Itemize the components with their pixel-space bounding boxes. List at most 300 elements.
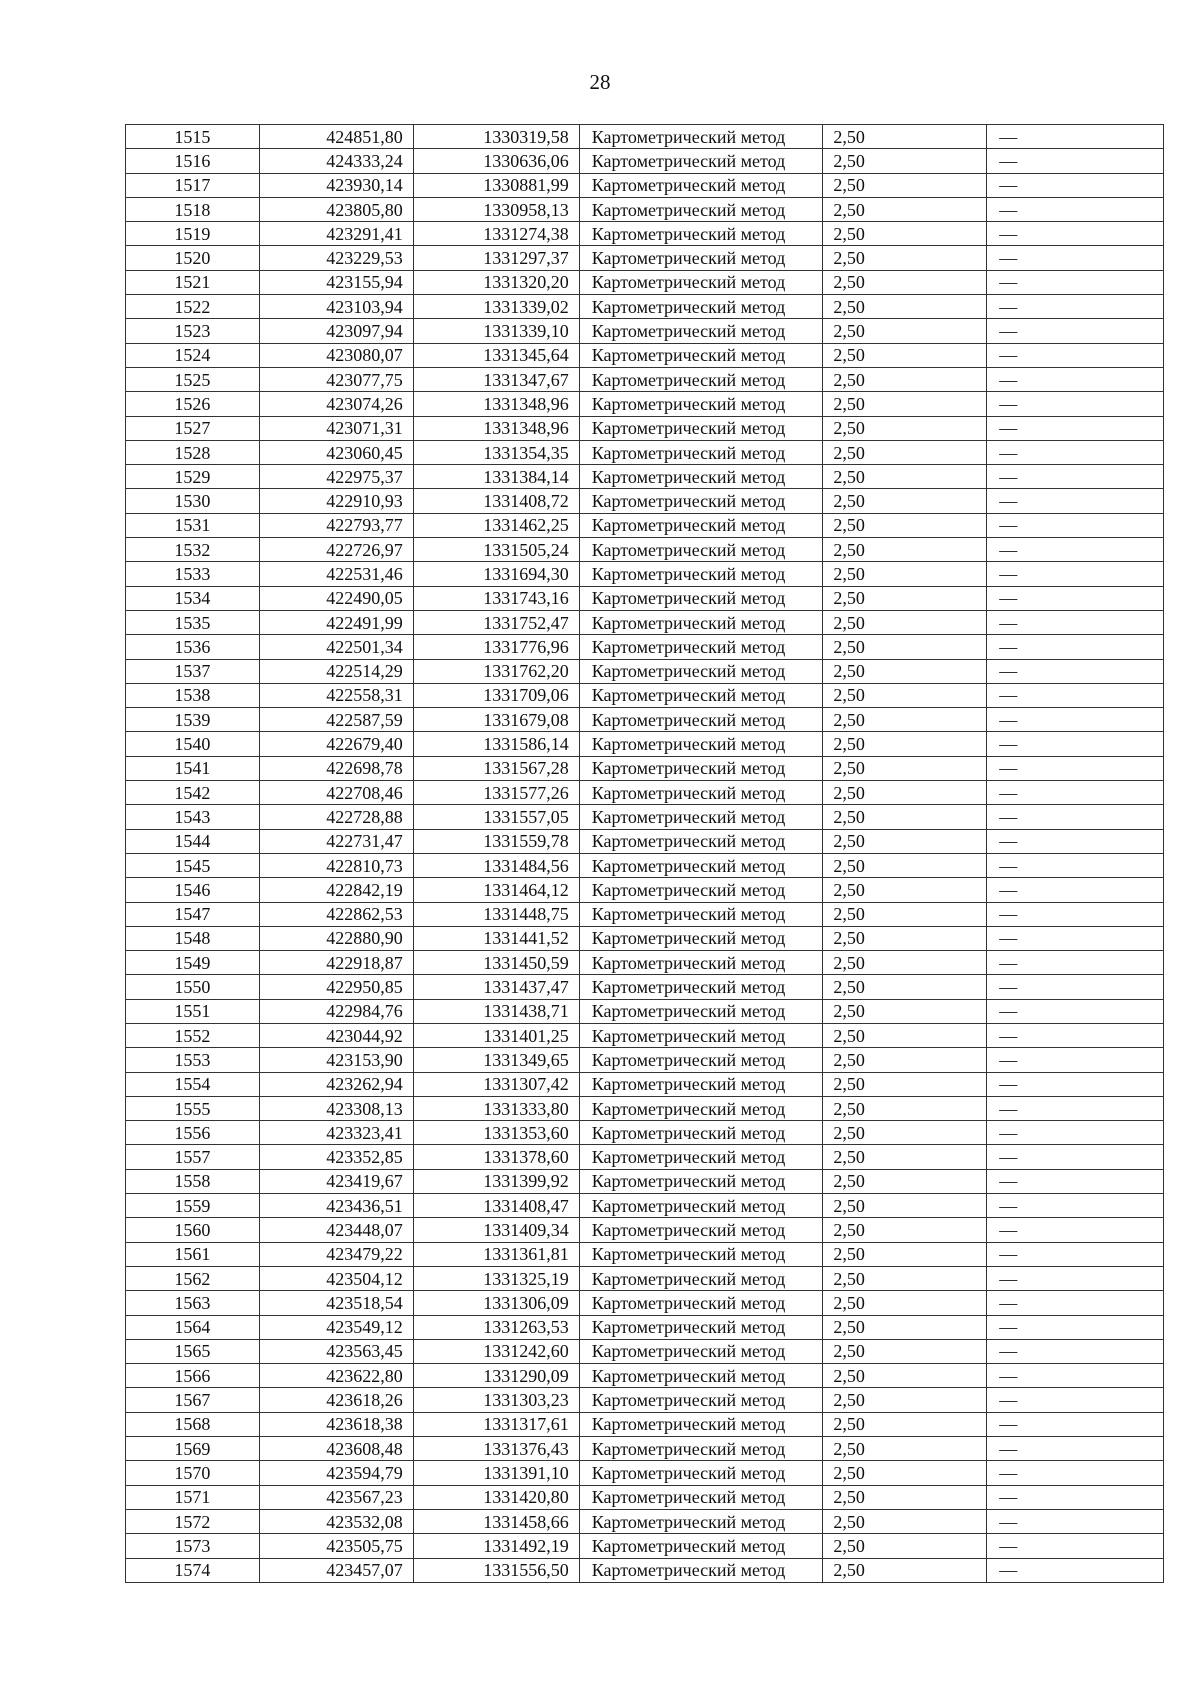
- description-cell: —: [987, 878, 1164, 902]
- method-cell: Картометрический метод: [579, 222, 823, 246]
- table-row: [126, 902, 1164, 926]
- method-cell: Картометрический метод: [579, 829, 823, 853]
- accuracy-cell: 2,50: [823, 246, 987, 270]
- y-coordinate-cell: 1331464,12: [413, 878, 579, 902]
- y-coordinate-cell: 1331384,14: [413, 465, 579, 489]
- accuracy-cell: 2,50: [823, 975, 987, 999]
- point-number-cell: 1553: [126, 1048, 260, 1072]
- method-cell: Картометрический метод: [579, 951, 823, 975]
- point-number-cell: 1570: [126, 1461, 260, 1485]
- point-number-cell: 1516: [126, 149, 260, 173]
- method-cell: Картометрический метод: [579, 367, 823, 391]
- accuracy-cell: 2,50: [823, 513, 987, 537]
- y-coordinate-cell: 1331586,14: [413, 732, 579, 756]
- accuracy-cell: 2,50: [823, 1048, 987, 1072]
- table-row: [126, 416, 1164, 440]
- description-cell: —: [987, 295, 1164, 319]
- description-cell: —: [987, 1388, 1164, 1412]
- accuracy-cell: 2,50: [823, 951, 987, 975]
- accuracy-cell: 2,50: [823, 878, 987, 902]
- method-cell: Картометрический метод: [579, 1437, 823, 1461]
- x-coordinate-cell: 422810,73: [259, 853, 413, 877]
- table-row: [126, 1242, 1164, 1266]
- point-number-cell: 1556: [126, 1121, 260, 1145]
- x-coordinate-cell: 423594,79: [259, 1461, 413, 1485]
- y-coordinate-cell: 1330319,58: [413, 125, 579, 149]
- accuracy-cell: 2,50: [823, 853, 987, 877]
- point-number-cell: 1549: [126, 951, 260, 975]
- description-cell: —: [987, 975, 1164, 999]
- point-number-cell: 1531: [126, 513, 260, 537]
- accuracy-cell: 2,50: [823, 1509, 987, 1533]
- table-row: [126, 1145, 1164, 1169]
- y-coordinate-cell: 1331354,35: [413, 440, 579, 464]
- point-number-cell: 1548: [126, 926, 260, 950]
- y-coordinate-cell: 1331776,96: [413, 635, 579, 659]
- y-coordinate-cell: 1331492,19: [413, 1534, 579, 1558]
- y-coordinate-cell: 1331408,47: [413, 1194, 579, 1218]
- y-coordinate-cell: 1331437,47: [413, 975, 579, 999]
- description-cell: —: [987, 1218, 1164, 1242]
- method-cell: Картометрический метод: [579, 659, 823, 683]
- method-cell: Картометрический метод: [579, 440, 823, 464]
- x-coordinate-cell: 422910,93: [259, 489, 413, 513]
- y-coordinate-cell: 1331556,50: [413, 1558, 579, 1582]
- description-cell: —: [987, 926, 1164, 950]
- point-number-cell: 1555: [126, 1096, 260, 1120]
- accuracy-cell: 2,50: [823, 1437, 987, 1461]
- table-row: [126, 270, 1164, 294]
- x-coordinate-cell: 422728,88: [259, 805, 413, 829]
- description-cell: —: [987, 465, 1164, 489]
- x-coordinate-cell: 423436,51: [259, 1194, 413, 1218]
- accuracy-cell: 2,50: [823, 586, 987, 610]
- y-coordinate-cell: 1331709,06: [413, 683, 579, 707]
- table-row: [126, 1218, 1164, 1242]
- method-cell: Картометрический метод: [579, 1121, 823, 1145]
- y-coordinate-cell: 1331290,09: [413, 1364, 579, 1388]
- description-cell: —: [987, 1072, 1164, 1096]
- y-coordinate-cell: 1331450,59: [413, 951, 579, 975]
- accuracy-cell: 2,50: [823, 659, 987, 683]
- table-row: [126, 246, 1164, 270]
- method-cell: Картометрический метод: [579, 732, 823, 756]
- description-cell: —: [987, 489, 1164, 513]
- method-cell: Картометрический метод: [579, 1388, 823, 1412]
- accuracy-cell: 2,50: [823, 416, 987, 440]
- method-cell: Картометрический метод: [579, 1023, 823, 1047]
- point-number-cell: 1535: [126, 610, 260, 634]
- x-coordinate-cell: 423044,92: [259, 1023, 413, 1047]
- y-coordinate-cell: 1331484,56: [413, 853, 579, 877]
- table-row: [126, 1291, 1164, 1315]
- point-number-cell: 1525: [126, 367, 260, 391]
- accuracy-cell: 2,50: [823, 1145, 987, 1169]
- accuracy-cell: 2,50: [823, 440, 987, 464]
- y-coordinate-cell: 1331399,92: [413, 1169, 579, 1193]
- x-coordinate-cell: 422501,34: [259, 635, 413, 659]
- accuracy-cell: 2,50: [823, 756, 987, 780]
- y-coordinate-cell: 1331320,20: [413, 270, 579, 294]
- point-number-cell: 1574: [126, 1558, 260, 1582]
- accuracy-cell: 2,50: [823, 222, 987, 246]
- point-number-cell: 1565: [126, 1339, 260, 1363]
- x-coordinate-cell: 422862,53: [259, 902, 413, 926]
- accuracy-cell: 2,50: [823, 1266, 987, 1290]
- x-coordinate-cell: 423155,94: [259, 270, 413, 294]
- accuracy-cell: 2,50: [823, 1412, 987, 1436]
- method-cell: Картометрический метод: [579, 926, 823, 950]
- method-cell: Картометрический метод: [579, 562, 823, 586]
- point-number-cell: 1541: [126, 756, 260, 780]
- table-row: [126, 513, 1164, 537]
- method-cell: Картометрический метод: [579, 683, 823, 707]
- method-cell: Картометрический метод: [579, 1194, 823, 1218]
- y-coordinate-cell: 1331752,47: [413, 610, 579, 634]
- x-coordinate-cell: 422793,77: [259, 513, 413, 537]
- description-cell: —: [987, 270, 1164, 294]
- description-cell: —: [987, 683, 1164, 707]
- accuracy-cell: 2,50: [823, 149, 987, 173]
- point-number-cell: 1562: [126, 1266, 260, 1290]
- accuracy-cell: 2,50: [823, 902, 987, 926]
- table-row: [126, 1461, 1164, 1485]
- table-row: [126, 173, 1164, 197]
- point-number-cell: 1522: [126, 295, 260, 319]
- point-number-cell: 1527: [126, 416, 260, 440]
- x-coordinate-cell: 423097,94: [259, 319, 413, 343]
- description-cell: —: [987, 999, 1164, 1023]
- accuracy-cell: 2,50: [823, 781, 987, 805]
- accuracy-cell: 2,50: [823, 635, 987, 659]
- x-coordinate-cell: 422975,37: [259, 465, 413, 489]
- method-cell: Картометрический метод: [579, 781, 823, 805]
- description-cell: —: [987, 1364, 1164, 1388]
- description-cell: —: [987, 1096, 1164, 1120]
- table-row: [126, 878, 1164, 902]
- table-row: [126, 319, 1164, 343]
- description-cell: —: [987, 1437, 1164, 1461]
- table-row: [126, 708, 1164, 732]
- method-cell: Картометрический метод: [579, 319, 823, 343]
- description-cell: —: [987, 1145, 1164, 1169]
- y-coordinate-cell: 1331242,60: [413, 1339, 579, 1363]
- method-cell: Картометрический метод: [579, 465, 823, 489]
- accuracy-cell: 2,50: [823, 1364, 987, 1388]
- description-cell: —: [987, 173, 1164, 197]
- table-row: [126, 975, 1164, 999]
- point-number-cell: 1554: [126, 1072, 260, 1096]
- table-row: [126, 1048, 1164, 1072]
- x-coordinate-cell: 422514,29: [259, 659, 413, 683]
- description-cell: —: [987, 513, 1164, 537]
- accuracy-cell: 2,50: [823, 1315, 987, 1339]
- point-number-cell: 1567: [126, 1388, 260, 1412]
- table-row: [126, 1169, 1164, 1193]
- point-number-cell: 1569: [126, 1437, 260, 1461]
- method-cell: Картометрический метод: [579, 538, 823, 562]
- table-row: [126, 1364, 1164, 1388]
- description-cell: —: [987, 781, 1164, 805]
- x-coordinate-cell: 423504,12: [259, 1266, 413, 1290]
- point-number-cell: 1540: [126, 732, 260, 756]
- table-row: [126, 367, 1164, 391]
- accuracy-cell: 2,50: [823, 999, 987, 1023]
- description-cell: —: [987, 756, 1164, 780]
- coordinates-table-body: [126, 125, 1164, 1583]
- table-row: [126, 489, 1164, 513]
- method-cell: Картометрический метод: [579, 270, 823, 294]
- y-coordinate-cell: 1331297,37: [413, 246, 579, 270]
- table-row: [126, 756, 1164, 780]
- description-cell: —: [987, 708, 1164, 732]
- y-coordinate-cell: 1331559,78: [413, 829, 579, 853]
- x-coordinate-cell: 424851,80: [259, 125, 413, 149]
- accuracy-cell: 2,50: [823, 173, 987, 197]
- accuracy-cell: 2,50: [823, 1388, 987, 1412]
- x-coordinate-cell: 423563,45: [259, 1339, 413, 1363]
- point-number-cell: 1546: [126, 878, 260, 902]
- table-row: [126, 635, 1164, 659]
- accuracy-cell: 2,50: [823, 489, 987, 513]
- x-coordinate-cell: 422587,59: [259, 708, 413, 732]
- y-coordinate-cell: 1331420,80: [413, 1485, 579, 1509]
- description-cell: —: [987, 902, 1164, 926]
- description-cell: —: [987, 610, 1164, 634]
- x-coordinate-cell: 423103,94: [259, 295, 413, 319]
- point-number-cell: 1520: [126, 246, 260, 270]
- y-coordinate-cell: 1331743,16: [413, 586, 579, 610]
- point-number-cell: 1564: [126, 1315, 260, 1339]
- point-number-cell: 1517: [126, 173, 260, 197]
- y-coordinate-cell: 1331325,19: [413, 1266, 579, 1290]
- description-cell: —: [987, 343, 1164, 367]
- x-coordinate-cell: 423549,12: [259, 1315, 413, 1339]
- point-number-cell: 1543: [126, 805, 260, 829]
- y-coordinate-cell: 1331307,42: [413, 1072, 579, 1096]
- description-cell: —: [987, 635, 1164, 659]
- y-coordinate-cell: 1331347,67: [413, 367, 579, 391]
- description-cell: —: [987, 951, 1164, 975]
- method-cell: Картометрический метод: [579, 125, 823, 149]
- point-number-cell: 1526: [126, 392, 260, 416]
- point-number-cell: 1523: [126, 319, 260, 343]
- x-coordinate-cell: 422731,47: [259, 829, 413, 853]
- description-cell: —: [987, 1461, 1164, 1485]
- x-coordinate-cell: 422491,99: [259, 610, 413, 634]
- y-coordinate-cell: 1331348,96: [413, 416, 579, 440]
- description-cell: —: [987, 1048, 1164, 1072]
- table-row: [126, 1558, 1164, 1582]
- point-number-cell: 1542: [126, 781, 260, 805]
- y-coordinate-cell: 1331339,02: [413, 295, 579, 319]
- method-cell: Картометрический метод: [579, 246, 823, 270]
- y-coordinate-cell: 1331557,05: [413, 805, 579, 829]
- table-row: [126, 1412, 1164, 1436]
- y-coordinate-cell: 1331345,64: [413, 343, 579, 367]
- accuracy-cell: 2,50: [823, 683, 987, 707]
- y-coordinate-cell: 1331339,10: [413, 319, 579, 343]
- y-coordinate-cell: 1331333,80: [413, 1096, 579, 1120]
- table-row: [126, 926, 1164, 950]
- method-cell: Картометрический метод: [579, 1461, 823, 1485]
- point-number-cell: 1530: [126, 489, 260, 513]
- table-row: [126, 781, 1164, 805]
- method-cell: Картометрический метод: [579, 999, 823, 1023]
- point-number-cell: 1568: [126, 1412, 260, 1436]
- description-cell: —: [987, 440, 1164, 464]
- point-number-cell: 1559: [126, 1194, 260, 1218]
- accuracy-cell: 2,50: [823, 829, 987, 853]
- accuracy-cell: 2,50: [823, 1218, 987, 1242]
- description-cell: —: [987, 1534, 1164, 1558]
- accuracy-cell: 2,50: [823, 1291, 987, 1315]
- description-cell: —: [987, 805, 1164, 829]
- description-cell: —: [987, 1558, 1164, 1582]
- method-cell: Картометрический метод: [579, 1339, 823, 1363]
- description-cell: —: [987, 659, 1164, 683]
- accuracy-cell: 2,50: [823, 1096, 987, 1120]
- method-cell: Картометрический метод: [579, 1242, 823, 1266]
- y-coordinate-cell: 1330958,13: [413, 197, 579, 221]
- table-row: [126, 392, 1164, 416]
- description-cell: —: [987, 1339, 1164, 1363]
- x-coordinate-cell: 422490,05: [259, 586, 413, 610]
- point-number-cell: 1558: [126, 1169, 260, 1193]
- point-number-cell: 1560: [126, 1218, 260, 1242]
- table-row: [126, 1437, 1164, 1461]
- accuracy-cell: 2,50: [823, 562, 987, 586]
- x-coordinate-cell: 423505,75: [259, 1534, 413, 1558]
- point-number-cell: 1572: [126, 1509, 260, 1533]
- method-cell: Картометрический метод: [579, 1266, 823, 1290]
- y-coordinate-cell: 1331353,60: [413, 1121, 579, 1145]
- table-row: [126, 683, 1164, 707]
- y-coordinate-cell: 1331441,52: [413, 926, 579, 950]
- x-coordinate-cell: 423419,67: [259, 1169, 413, 1193]
- y-coordinate-cell: 1331694,30: [413, 562, 579, 586]
- accuracy-cell: 2,50: [823, 1534, 987, 1558]
- description-cell: —: [987, 732, 1164, 756]
- description-cell: —: [987, 149, 1164, 173]
- x-coordinate-cell: 423074,26: [259, 392, 413, 416]
- description-cell: —: [987, 246, 1164, 270]
- method-cell: Картометрический метод: [579, 1218, 823, 1242]
- point-number-cell: 1550: [126, 975, 260, 999]
- x-coordinate-cell: 423071,31: [259, 416, 413, 440]
- accuracy-cell: 2,50: [823, 1339, 987, 1363]
- table-row: [126, 440, 1164, 464]
- accuracy-cell: 2,50: [823, 270, 987, 294]
- y-coordinate-cell: 1331274,38: [413, 222, 579, 246]
- accuracy-cell: 2,50: [823, 708, 987, 732]
- method-cell: Картометрический метод: [579, 173, 823, 197]
- y-coordinate-cell: 1331679,08: [413, 708, 579, 732]
- method-cell: Картометрический метод: [579, 1145, 823, 1169]
- y-coordinate-cell: 1331361,81: [413, 1242, 579, 1266]
- point-number-cell: 1573: [126, 1534, 260, 1558]
- y-coordinate-cell: 1331391,10: [413, 1461, 579, 1485]
- table-row: [126, 465, 1164, 489]
- accuracy-cell: 2,50: [823, 319, 987, 343]
- method-cell: Картометрический метод: [579, 610, 823, 634]
- accuracy-cell: 2,50: [823, 1485, 987, 1509]
- accuracy-cell: 2,50: [823, 125, 987, 149]
- table-row: [126, 659, 1164, 683]
- method-cell: Картометрический метод: [579, 197, 823, 221]
- method-cell: Картометрический метод: [579, 902, 823, 926]
- method-cell: Картометрический метод: [579, 149, 823, 173]
- point-number-cell: 1521: [126, 270, 260, 294]
- x-coordinate-cell: 422698,78: [259, 756, 413, 780]
- point-number-cell: 1536: [126, 635, 260, 659]
- table-row: [126, 951, 1164, 975]
- y-coordinate-cell: 1331408,72: [413, 489, 579, 513]
- method-cell: Картометрический метод: [579, 586, 823, 610]
- x-coordinate-cell: 423323,41: [259, 1121, 413, 1145]
- y-coordinate-cell: 1331349,65: [413, 1048, 579, 1072]
- table-row: [126, 1121, 1164, 1145]
- method-cell: Картометрический метод: [579, 1485, 823, 1509]
- x-coordinate-cell: 423479,22: [259, 1242, 413, 1266]
- method-cell: Картометрический метод: [579, 1291, 823, 1315]
- point-number-cell: 1551: [126, 999, 260, 1023]
- accuracy-cell: 2,50: [823, 1072, 987, 1096]
- description-cell: —: [987, 222, 1164, 246]
- point-number-cell: 1524: [126, 343, 260, 367]
- page-number: 28: [589, 70, 611, 94]
- x-coordinate-cell: 423077,75: [259, 367, 413, 391]
- table-row: [126, 538, 1164, 562]
- description-cell: —: [987, 829, 1164, 853]
- x-coordinate-cell: 423291,41: [259, 222, 413, 246]
- description-cell: —: [987, 853, 1164, 877]
- description-cell: —: [987, 1266, 1164, 1290]
- method-cell: Картометрический метод: [579, 416, 823, 440]
- point-number-cell: 1533: [126, 562, 260, 586]
- point-number-cell: 1563: [126, 1291, 260, 1315]
- description-cell: —: [987, 1169, 1164, 1193]
- x-coordinate-cell: 423060,45: [259, 440, 413, 464]
- method-cell: Картометрический метод: [579, 975, 823, 999]
- accuracy-cell: 2,50: [823, 1194, 987, 1218]
- x-coordinate-cell: 423618,26: [259, 1388, 413, 1412]
- x-coordinate-cell: 423308,13: [259, 1096, 413, 1120]
- point-number-cell: 1544: [126, 829, 260, 853]
- description-cell: —: [987, 416, 1164, 440]
- method-cell: Картометрический метод: [579, 392, 823, 416]
- accuracy-cell: 2,50: [823, 1461, 987, 1485]
- description-cell: —: [987, 1194, 1164, 1218]
- accuracy-cell: 2,50: [823, 1121, 987, 1145]
- accuracy-cell: 2,50: [823, 1023, 987, 1047]
- method-cell: Картометрический метод: [579, 805, 823, 829]
- table-row: [126, 562, 1164, 586]
- description-cell: —: [987, 586, 1164, 610]
- x-coordinate-cell: 422950,85: [259, 975, 413, 999]
- point-number-cell: 1547: [126, 902, 260, 926]
- table-row: [126, 610, 1164, 634]
- x-coordinate-cell: 422726,97: [259, 538, 413, 562]
- table-row: [126, 805, 1164, 829]
- point-number-cell: 1519: [126, 222, 260, 246]
- x-coordinate-cell: 422708,46: [259, 781, 413, 805]
- table-row: [126, 1096, 1164, 1120]
- description-cell: —: [987, 1242, 1164, 1266]
- method-cell: Картометрический метод: [579, 635, 823, 659]
- table-row: [126, 829, 1164, 853]
- y-coordinate-cell: 1331376,43: [413, 1437, 579, 1461]
